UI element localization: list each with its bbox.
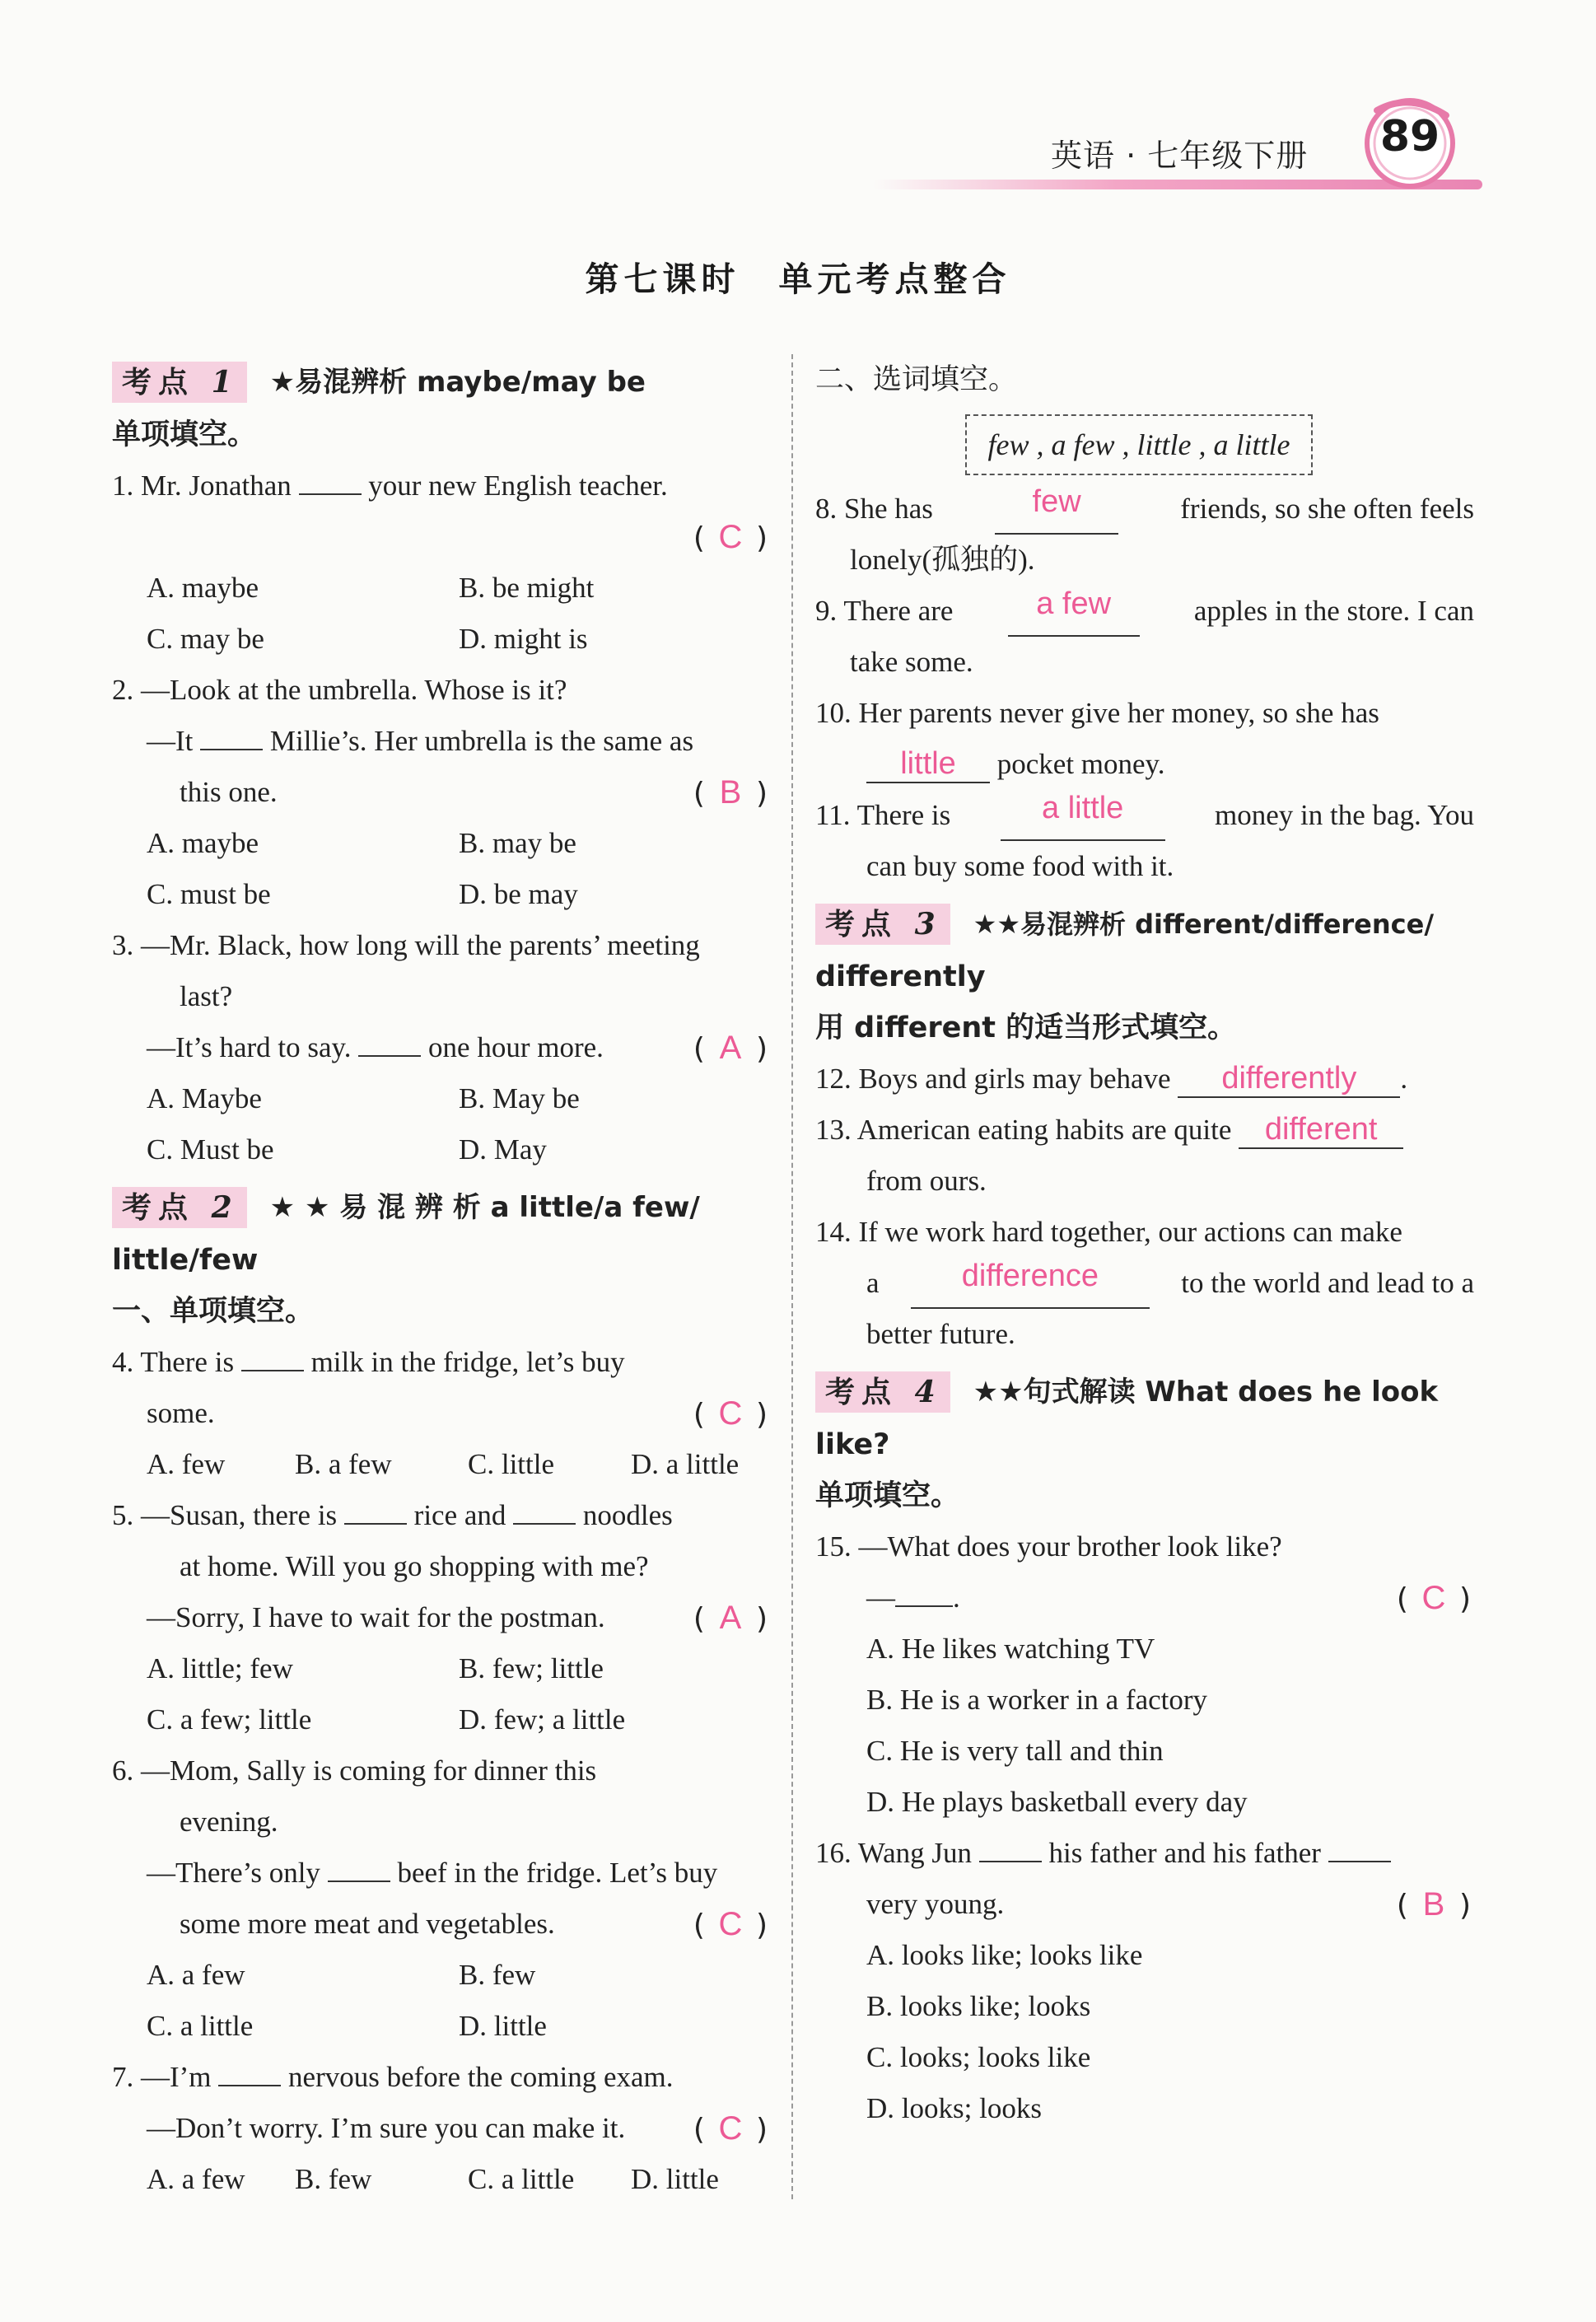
question-text: take some. [850, 646, 973, 678]
section-header-kd1 [112, 350, 771, 409]
left-column [112, 350, 771, 2205]
question-text: lonely(孤独的). [850, 544, 1035, 576]
question-7: 7. —I’m nervous before the coming exam. [112, 2061, 674, 2093]
section-heading-cont: differently [815, 960, 986, 993]
options-row [112, 1073, 771, 1124]
option: A. a few [147, 1959, 245, 1991]
right-column [815, 350, 1474, 2134]
option: C. little [468, 1448, 554, 1480]
answer-blank[interactable] [241, 1345, 304, 1371]
option: A. maybe [147, 827, 259, 859]
answer-letter: A [719, 1600, 742, 1636]
question-13: 13. American eating habits are quite different [815, 1105, 1474, 1156]
option: C. a little [147, 2010, 254, 2042]
option: C. a little [468, 2163, 575, 2195]
filled-answer[interactable]: little [866, 745, 990, 783]
option: A. maybe [147, 572, 259, 604]
question-6: 6. —Mom, Sally is coming for dinner this [112, 1754, 597, 1787]
option: B. be might [459, 572, 595, 604]
answer-letter: B [719, 774, 742, 811]
answer-blank[interactable] [1328, 1836, 1391, 1862]
question-12: 12. Boys and girls may behave differently . [815, 1054, 1474, 1105]
options-row [112, 869, 771, 920]
option: B. few [295, 2163, 372, 2195]
question-text: — . ( C ) [815, 1572, 1474, 1624]
options-row [112, 614, 771, 665]
answer-blank[interactable] [344, 1498, 407, 1525]
header-subject: 英语 · 七年级下册 [1051, 138, 1309, 174]
option: A. Maybe [147, 1082, 262, 1114]
section-header-kd3 [815, 892, 1474, 951]
answer-row [112, 512, 771, 563]
part2-heading: 二、选词填空。 [815, 363, 1018, 396]
answer-letter: B [1422, 1886, 1445, 1923]
option: B. looks like; looks [866, 1990, 1091, 2022]
answer-bracket: ( C ) [693, 512, 768, 564]
filled-answer[interactable]: a little [1001, 790, 1165, 841]
option: C. He is very tall and thin [866, 1735, 1164, 1767]
instruction: 单项填空。 [815, 1479, 960, 1512]
option: C. must be [147, 878, 271, 910]
question-text: very young. ( B ) [815, 1879, 1474, 1930]
filled-answer[interactable]: different [1239, 1111, 1403, 1149]
option: A. few [147, 1448, 226, 1480]
option: B. He is a worker in a factory [866, 1684, 1208, 1716]
question-4: 4. There is milk in the fridge, let’s buy [112, 1346, 625, 1378]
section-heading: ★★易混辨析 different/difference/ [973, 908, 1435, 940]
option: D. little [459, 2010, 547, 2042]
question-text: this one. ( B ) [112, 767, 771, 818]
question-text: better future. [866, 1318, 1015, 1350]
answer-bracket: ( A ) [693, 1022, 768, 1075]
options-row [112, 818, 771, 869]
section-heading-cont: little/few [112, 1244, 259, 1277]
section-tag: 考点 1 [112, 362, 247, 403]
option: D. May [459, 1133, 547, 1166]
question-11: 11. There is a little money in the bag. You [815, 790, 1474, 841]
answer-letter: C [718, 519, 743, 555]
question-16: 16. Wang Jun his father and his father [815, 1828, 1474, 1879]
question-text: —Sorry, I have to wait for the postman. ( A ) [112, 1592, 771, 1643]
option: D. He plays basketball every day [866, 1786, 1248, 1818]
answer-letter: C [1421, 1580, 1446, 1616]
option: D. a little [631, 1448, 740, 1480]
section-header-kd4 [815, 1360, 1474, 1419]
question-text: some more meat and vegetables. ( C ) [112, 1899, 771, 1950]
answer-letter: A [719, 1030, 742, 1066]
section-heading: ★易混辨析 maybe/may be [269, 365, 646, 399]
instruction: 一、单项填空。 [112, 1295, 315, 1328]
page-title: 第七课时 单元考点整合 [585, 259, 1011, 299]
question-text: little pocket money. [815, 739, 1474, 790]
option: D. might is [459, 623, 588, 655]
section-heading: ★★句式解读 What does he look [973, 1375, 1439, 1409]
option: A. looks like; looks like [866, 1939, 1143, 1971]
filled-answer[interactable]: difference [911, 1258, 1150, 1309]
question-text: can buy some food with it. [866, 850, 1174, 882]
option: B. May be [459, 1082, 580, 1114]
option: C. a few; little [147, 1703, 312, 1736]
option: C. may be [147, 623, 264, 655]
question-text: —Don’t worry. I’m sure you can make it. ( C ) [112, 2103, 771, 2154]
option: D. looks; looks [866, 2092, 1042, 2124]
filled-answer[interactable]: few [995, 484, 1118, 535]
question-2: 2. —Look at the umbrella. Whose is it? [112, 674, 567, 706]
answer-blank[interactable] [358, 1030, 421, 1057]
question-text: —It Millie’s. Her umbrella is the same as [147, 725, 694, 757]
question-text: evening. [180, 1806, 278, 1838]
instruction: 用 different 的适当形式填空。 [815, 1011, 1237, 1044]
answer-letter: C [718, 1906, 743, 1942]
answer-bracket: ( C ) [693, 1388, 768, 1441]
answer-blank[interactable] [299, 469, 362, 495]
option: C. Must be [147, 1133, 274, 1166]
instruction: 单项填空。 [112, 418, 257, 451]
option: D. be may [459, 878, 578, 910]
option: D. little [631, 2163, 719, 2195]
options-row [112, 2154, 771, 2205]
options-row [112, 1950, 771, 2001]
option: B. few [459, 1959, 536, 1991]
answer-blank[interactable] [979, 1836, 1042, 1862]
option: A. little; few [147, 1652, 293, 1684]
question-10: 10. Her parents never give her money, so she has [815, 697, 1379, 729]
section-tag: 考点 3 [815, 904, 950, 945]
question-15: 15. —What does your brother look like? [815, 1530, 1282, 1563]
question-text: some. ( C ) [112, 1388, 771, 1439]
section-tag: 考点 4 [815, 1371, 950, 1413]
option: A. a few [147, 2163, 245, 2195]
section-heading: ★ ★ 易 混 辨 析 a little/a few/ [269, 1190, 700, 1224]
option: A. He likes watching TV [866, 1633, 1155, 1665]
answer-blank[interactable] [200, 724, 263, 750]
section-tag: 考点 2 [112, 1187, 247, 1228]
question-text: —It’s hard to say. one hour more. ( A ) [112, 1022, 771, 1073]
answer-bracket: ( B ) [693, 767, 768, 820]
answer-letter: C [718, 2110, 743, 2147]
answer-bracket: ( C ) [1397, 1572, 1471, 1625]
section-header-kd2 [112, 1175, 771, 1235]
answer-bracket: ( B ) [1397, 1879, 1471, 1932]
section-heading-cont: like? [815, 1428, 890, 1461]
question-5: 5. —Susan, there is rice and noodles [112, 1499, 673, 1531]
page-number: 89 [1379, 112, 1440, 161]
options-row [112, 2001, 771, 2052]
word-box-wrap [815, 414, 1474, 484]
answer-blank[interactable] [328, 1856, 390, 1882]
column-divider [791, 354, 793, 2199]
answer-bracket: ( A ) [693, 1592, 768, 1645]
answer-bracket: ( C ) [693, 2103, 768, 2156]
question-text: from ours. [866, 1165, 987, 1197]
answer-bracket: ( C ) [693, 1899, 768, 1951]
options-row [112, 563, 771, 614]
option: C. looks; looks like [866, 2041, 1091, 2073]
answer-blank[interactable] [513, 1498, 576, 1525]
filled-answer[interactable]: a few [1008, 586, 1140, 637]
question-14: 14. If we work hard together, our actions can make [815, 1216, 1402, 1248]
options-row [112, 1124, 771, 1175]
option: B. few; little [459, 1652, 604, 1684]
answer-letter: C [718, 1395, 743, 1432]
answer-blank[interactable] [218, 2060, 281, 2086]
answer-blank[interactable] [895, 1581, 953, 1607]
options-row [112, 1643, 771, 1694]
question-text: a difference to the world and lead to a [815, 1258, 1474, 1309]
question-3: 3. —Mr. Black, how long will the parents’ meeting [112, 929, 700, 961]
question-text: at home. Will you go shopping with me? [180, 1550, 649, 1582]
filled-answer[interactable]: differently [1178, 1060, 1400, 1098]
question-text: last? [180, 980, 233, 1012]
question-9: 9. There are a few apples in the store. I can [815, 586, 1474, 637]
question-8: 8. She has few friends, so she often feels [815, 484, 1474, 535]
word-box: few , a few , little , a little [965, 414, 1313, 475]
options-row [112, 1439, 771, 1490]
options-row [112, 1694, 771, 1745]
option: D. few; a little [459, 1703, 626, 1736]
option: B. a few [295, 1448, 392, 1480]
question-1: 1. Mr. Jonathan your new English teacher. [112, 470, 668, 502]
question-text: —There’s only beef in the fridge. Let’s buy [147, 1857, 718, 1889]
option: B. may be [459, 827, 576, 859]
